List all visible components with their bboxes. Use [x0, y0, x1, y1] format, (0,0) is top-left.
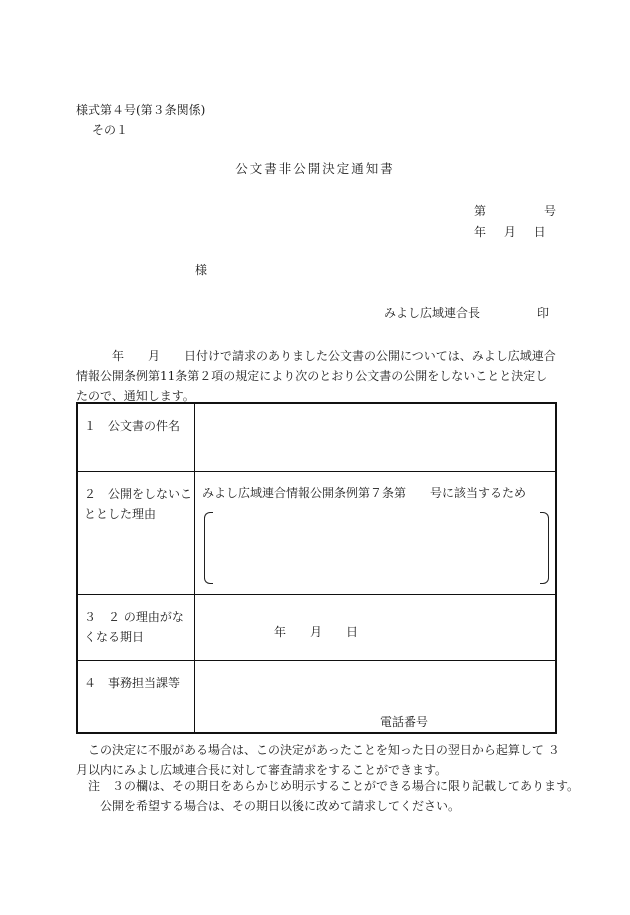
- addressee-honorific: 様: [195, 263, 208, 277]
- table-row-department: [78, 660, 555, 735]
- seal-mark: 印: [537, 306, 550, 320]
- form-number: 様式第４号(第３条関係): [76, 103, 206, 117]
- issue-date: 年 月 日: [474, 225, 546, 239]
- row-label-expiry: ３ ２ の理由がなくなる期日: [84, 610, 184, 644]
- bracket-right: [540, 512, 549, 584]
- note-line-2: 公開を希望する場合は、その期日以後に改めて請求してください。: [100, 799, 461, 813]
- document-title: 公文書非公開決定通知書: [235, 161, 395, 176]
- note-line-1: 注 ３の欄は、その期日をあらかじめ明示することができる場合に限り記載してあります。: [88, 779, 580, 793]
- table-row-document-name: [78, 404, 555, 471]
- reference-number-suffix: 号: [544, 204, 557, 218]
- reason-text: みよし広域連合情報公開条例第７条第 号に該当するため: [202, 486, 527, 500]
- row-label-department: ４ 事務担当課等: [84, 676, 181, 690]
- table-row-reason: [78, 471, 555, 595]
- phone-number-label: 電話番号: [380, 715, 429, 729]
- sender-name: みよし広域連合長: [384, 306, 481, 320]
- appeal-notice: この決定に不服がある場合は、この決定があったことを知った日の翌日から起算して ３月以内にみよし広域連合長に対して審査請求をすることができます。: [76, 743, 560, 777]
- form-sub-number: その１: [92, 123, 129, 137]
- notice-body: 年 月 日付けで請求のありました公文書の公開については、みよし広域連合情報公開条例第11条第２項の規定により次のとおり公文書の公開をしないことと決定したので、通知します。: [76, 349, 556, 403]
- expiry-date: 年 月 日: [274, 625, 359, 639]
- row-label-reason: ２ 公開をしないこととした理由: [84, 487, 193, 521]
- reference-number-prefix: 第: [474, 204, 487, 218]
- decision-table: [76, 402, 557, 734]
- row-label-document-name: １ 公文書の件名: [84, 419, 181, 433]
- table-row-expiry: [78, 594, 555, 661]
- bracket-left: [204, 512, 213, 584]
